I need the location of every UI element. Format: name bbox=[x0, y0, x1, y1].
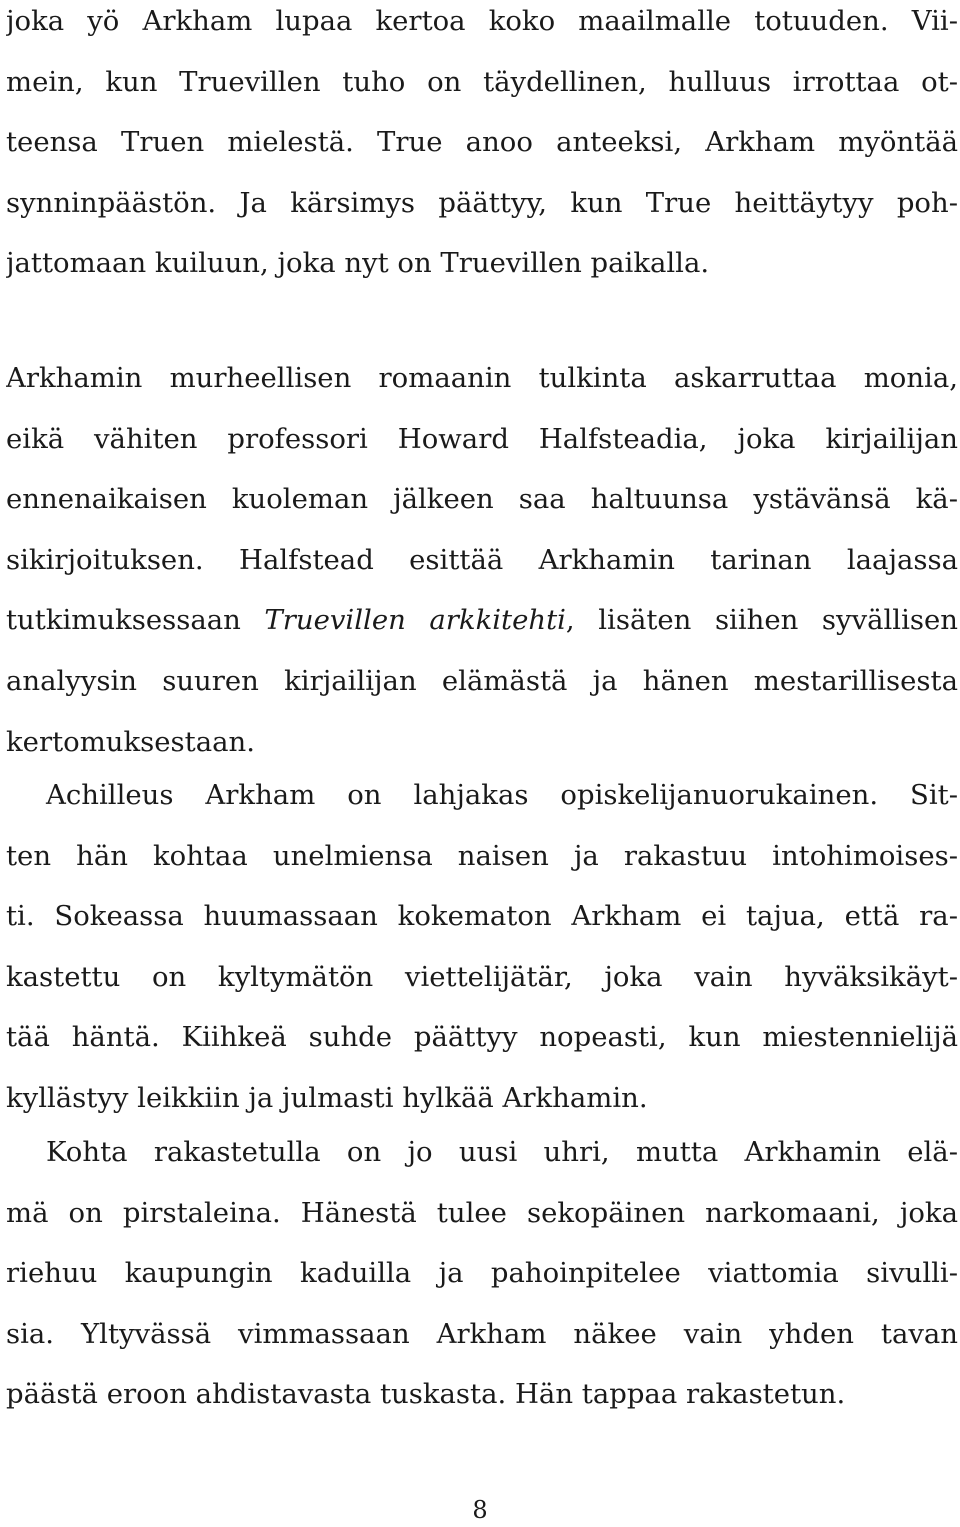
text-line: tää häntä. Kiihkeä suhde päättyy nopeasti, kun miestennielijä bbox=[6, 1021, 958, 1054]
text-line: ten hän kohtaa unelmiensa naisen ja rakastuu intohimoises- bbox=[6, 839, 958, 872]
text-line: Achilleus Arkham on lahjakas opiskelijanuorukainen. Sit- bbox=[46, 779, 958, 811]
line-prefix: tutkimuksessaan bbox=[6, 604, 265, 637]
text-line: kastettu on kyltymätön viettelijätär, joka vain hyväksikäyt- bbox=[6, 960, 958, 993]
book-title-italic: Truevillen arkkitehti bbox=[264, 604, 566, 637]
text-line: sia. Yltyvässä vimmassaan Arkham näkee vain yhden tavan bbox=[6, 1317, 958, 1350]
text-line: joka yö Arkham lupaa kertoa koko maailmalle totuuden. Vii- bbox=[6, 5, 958, 37]
text-line: ti. Sokeassa huumassaan kokematon Arkham ei tajua, että ra- bbox=[6, 900, 958, 933]
text-line: kyllästyy leikkiin ja julmasti hylkää Arkhamin. bbox=[6, 1081, 648, 1114]
text-line: mein, kun Truevillen tuho on täydellinen, hulluus irrottaa ot- bbox=[6, 65, 958, 98]
text-line: päästä eroon ahdistavasta tuskasta. Hän tappaa rakastetun. bbox=[6, 1378, 846, 1411]
text-line: sikirjoituksen. Halfstead esittää Arkhamin tarinan laajassa bbox=[6, 543, 958, 576]
text-line: ennenaikaisen kuoleman jälkeen saa haltuunsa ystävänsä kä- bbox=[6, 483, 958, 516]
text-line: Kohta rakastetulla on jo uusi uhri, mutta Arkhamin elä- bbox=[46, 1136, 958, 1168]
line-suffix: , lisäten siihen syvällisen bbox=[565, 604, 958, 637]
text-line: mä on pirstaleina. Hänestä tulee sekopäinen narkomaani, joka bbox=[6, 1196, 958, 1229]
paragraph-4 bbox=[6, 1122, 958, 1425]
text-line: teensa Truen mielestä. True anoo anteeksi, Arkham myöntää bbox=[6, 126, 958, 159]
text-line: analyysin suuren kirjailijan elämästä ja hänen mestarillisesta bbox=[6, 664, 958, 697]
page-number: 8 bbox=[472, 1496, 488, 1524]
text-line-with-title bbox=[6, 590, 958, 651]
text-line: synninpäästön. Ja kärsimys päättyy, kun True heittäytyy poh- bbox=[6, 186, 958, 219]
paragraph-1 bbox=[6, 0, 958, 294]
paragraph-2 bbox=[6, 348, 958, 772]
text-line: Arkhamin murheellisen romaanin tulkinta askarruttaa monia, bbox=[6, 362, 958, 394]
paragraph-3 bbox=[6, 765, 958, 1129]
text-line: kertomuksestaan. bbox=[6, 725, 255, 758]
text-line: eikä vähiten professori Howard Halfsteadia, joka kirjailijan bbox=[6, 422, 958, 455]
text-line: riehuu kaupungin kaduilla ja pahoinpitelee viattomia sivulli- bbox=[6, 1257, 958, 1290]
text-line: jattomaan kuiluun, joka nyt on Truevillen paikalla. bbox=[6, 247, 710, 280]
